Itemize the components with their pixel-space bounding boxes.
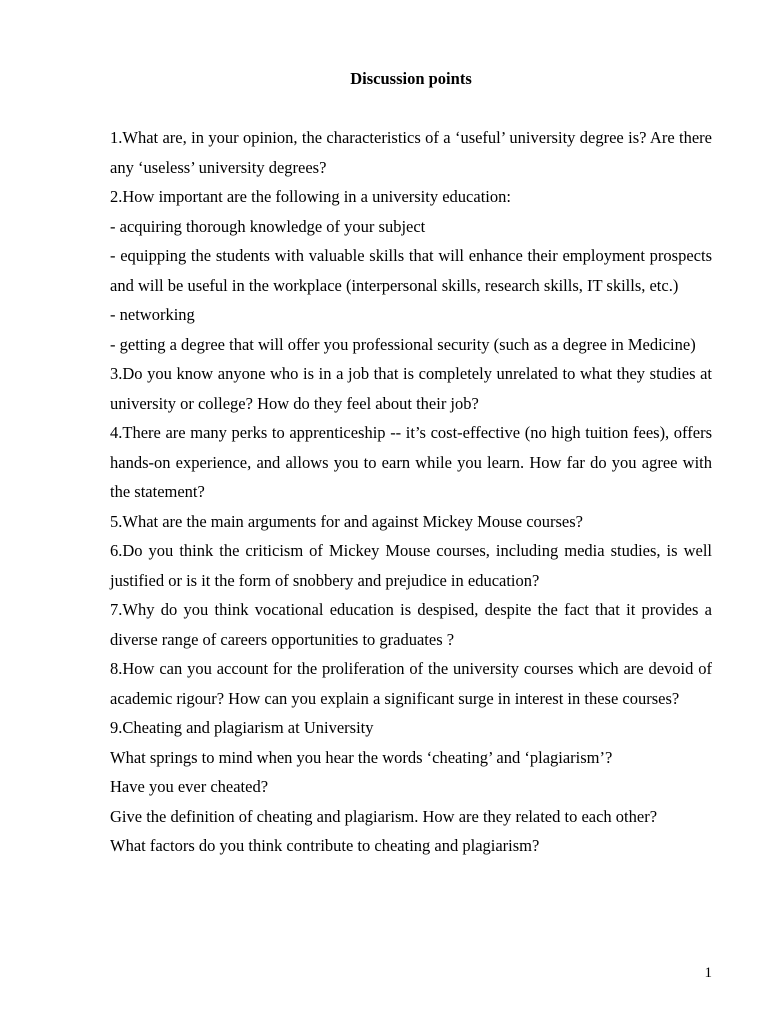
question-3: 3.Do you know anyone who is in a job that is completely unrelated to what they studies at university or college? How do they feel about their job?: [110, 364, 712, 413]
question-8: 8.How can you account for the proliferation of the university courses which are devoid of academic rigour? How can you explain a significant surge in interest in these courses?: [110, 659, 712, 708]
page-number: 1: [704, 965, 712, 981]
question-2: 2.How important are the following in a university education:: [110, 187, 511, 206]
sub-question-definition: Give the definition of cheating and plagiarism. How are they related to each other?: [110, 806, 658, 826]
sub-question-ever-cheated: Have you ever cheated?: [110, 777, 269, 796]
page-title: Discussion points: [350, 69, 472, 88]
bullet-security: - getting a degree that will offer you professional security (such as a degree in Medicine): [110, 334, 696, 354]
sub-question-factors: What factors do you think contribute to cheating and plagiarism?: [110, 836, 540, 855]
question-6: 6.Do you think the criticism of Mickey Mouse courses, including media studies, is well justified or is it the form of snobbery and prejudice in education?: [110, 541, 712, 590]
bullet-knowledge: - acquiring thorough knowledge of your subject: [110, 216, 426, 236]
question-9: 9.Cheating and plagiarism at University: [110, 718, 374, 737]
bullet-skills: - equipping the students with valuable skills that will enhance their employment prospects and will be useful in the workplace (interpersonal skills, research skills, IT skills, etc.): [110, 246, 712, 295]
bullet-networking: - networking: [110, 305, 195, 324]
question-4: 4.There are many perks to apprenticeship -- it’s cost-effective (no high tuition fees), offers hands-on experience, and allows you to earn while you learn. How far do you agree with the statement?: [110, 423, 712, 501]
sub-question-springs-to-mind: What springs to mind when you hear the words ‘cheating’ and ‘plagiarism’?: [110, 747, 613, 767]
question-5: 5.What are the main arguments for and against Mickey Mouse courses?: [110, 511, 584, 531]
question-1: 1.What are, in your opinion, the characteristics of a ‘useful’ university degree is? Are there any ‘useless’ university degrees?: [110, 128, 712, 177]
document-body: [110, 123, 712, 861]
question-7: 7.Why do you think vocational education is despised, despite the fact that it provides a diverse range of careers opportunities to graduates ?: [110, 600, 712, 649]
